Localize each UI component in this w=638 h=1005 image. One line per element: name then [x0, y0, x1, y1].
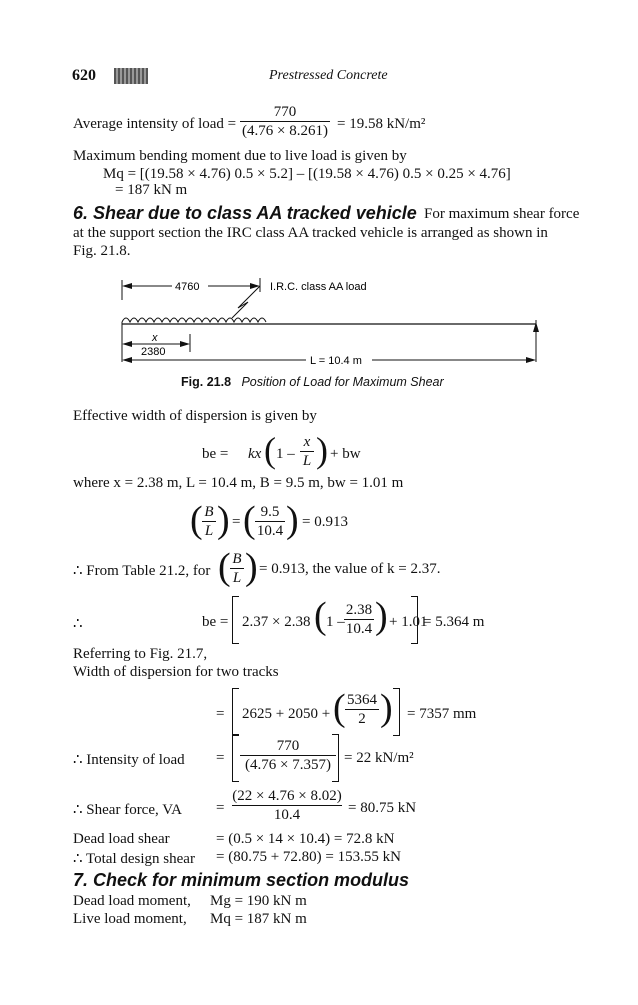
dead-moment-value: Mg = 190 kN m [210, 893, 307, 909]
fraction-denominator: 2 [345, 709, 379, 728]
avg-intensity-label: Average intensity of load = [73, 116, 237, 132]
fraction-denominator: 10.4 [232, 805, 342, 824]
be-part1: 2.37 × 2.38 [242, 614, 311, 630]
formula-inner: 1 – [276, 446, 295, 462]
shear-fraction [232, 788, 342, 824]
paren-open: ( [314, 595, 327, 637]
figure-caption-text: Position of Load for Maximum Shear [241, 375, 444, 389]
span-arrow-left [122, 357, 132, 363]
dead-shear-value: = (0.5 × 14 × 10.4) = 72.8 kN [216, 831, 395, 847]
section-6-text2: at the support section the IRC class AA tracked vehicle is arranged as shown in [73, 225, 548, 241]
span-arrow-right [526, 357, 536, 363]
formula-be: be = [202, 446, 229, 462]
shear-result: = 80.75 kN [348, 800, 417, 816]
two-tracks-expr: 2625 + 2050 + [242, 706, 331, 722]
shear-label: ∴ Shear force, VA [73, 802, 182, 818]
dim-top-label: 4760 [175, 281, 200, 293]
figure-caption-number: Fig. 21.8 [181, 375, 232, 389]
section-6-heading: 6. Shear due to class AA tracked vehicle [73, 203, 417, 223]
span-label: L = 10.4 m [310, 355, 362, 367]
running-title: Prestressed Concrete [269, 68, 388, 83]
arrow-head-left [122, 283, 132, 289]
paren-open: ( [333, 687, 346, 729]
paren-close: ) [316, 430, 328, 470]
be-part2: 1 – [326, 614, 345, 630]
two-tracks-eq: = [216, 706, 225, 722]
fraction-numerator: 770 [273, 104, 297, 120]
fraction-denominator: (4.76 × 8.261) [240, 121, 330, 140]
formula-kx: kx [248, 446, 262, 462]
fraction-numerator: 5364 [347, 692, 377, 708]
where-clause: where x = 2.38 m, L = 10.4 m, B = 9.5 m, bw = 1.01 m [73, 475, 404, 491]
fraction-denominator: L [300, 451, 314, 470]
paren-open: ( [190, 499, 203, 541]
be-result: = 5.364 m [423, 614, 485, 630]
load-leader-line [232, 286, 260, 318]
two-tracks-label: Width of dispersion for two tracks [73, 664, 279, 680]
header-logo-image [114, 68, 148, 84]
paren-open: ( [218, 546, 231, 588]
paren-close: ) [245, 546, 258, 588]
bm-intro: Maximum bending moment due to live load is given by [73, 148, 407, 164]
avg-intensity-result: = 19.58 kN/m² [337, 116, 426, 132]
bracket-close [332, 734, 339, 782]
page-edge [0, 0, 6, 1005]
ratio-B-over-L [202, 504, 216, 540]
intensity-label: ∴ Intensity of load [73, 752, 185, 768]
live-moment-value: Mq = 187 kN m [210, 911, 307, 927]
paren-close: ) [375, 595, 388, 637]
therefore-symbol: ∴ [73, 616, 83, 632]
two-tracks-fraction [345, 692, 379, 728]
paren-close: ) [380, 687, 393, 729]
distributed-load [122, 318, 266, 322]
be-lhs: be = [202, 614, 229, 630]
fraction-denominator: L [202, 521, 216, 540]
avg-intensity-fraction [240, 104, 330, 140]
fraction-numerator: 2.38 [345, 602, 373, 618]
bracket-close [411, 596, 418, 644]
eff-width-intro: Effective width of dispersion is given by [73, 408, 317, 424]
figure-caption [181, 375, 444, 389]
paren-close: ) [286, 499, 299, 541]
section-7-heading: 7. Check for minimum section modulus [73, 870, 410, 890]
bracket-close [393, 688, 400, 736]
paren-close: ) [217, 499, 230, 541]
fraction-denominator: 10.4 [256, 523, 284, 539]
page-number: 620 [72, 67, 96, 84]
be-fraction [344, 602, 374, 638]
intensity-fraction [240, 738, 336, 774]
intensity-eq: = [216, 750, 225, 766]
table-text1: ∴ From Table 21.2, for [73, 563, 211, 579]
fraction-numerator: (22 × 4.76 × 8.02) [232, 788, 342, 804]
section-6-text1: For maximum shear force [424, 206, 580, 222]
bracket-open [232, 734, 239, 782]
formula-x-over-L [300, 434, 314, 470]
x-arrow-left [122, 341, 132, 347]
ref-fig-21-7: Referring to Fig. 21.7, [73, 646, 208, 662]
fraction-denominator: L [230, 568, 244, 587]
live-moment-label: Live load moment, [73, 911, 187, 927]
x-arrow-right [180, 341, 190, 347]
total-shear-value: = (80.75 + 72.80) = 153.55 kN [216, 849, 401, 865]
intensity-result: = 22 kN/m² [344, 750, 414, 766]
paren-open: ( [264, 430, 276, 470]
fraction-numerator: B [232, 551, 242, 567]
fraction-numerator: 9.5 [260, 504, 280, 520]
paren-open: ( [243, 499, 256, 541]
ratio-eq: = [232, 514, 241, 530]
ratio-result: = 0.913 [302, 514, 348, 530]
bracket-open [232, 596, 239, 644]
fraction-numerator: x [303, 434, 311, 450]
two-tracks-result: = 7357 mm [407, 706, 477, 722]
load-position-figure [110, 270, 550, 370]
ratio-fraction [255, 504, 285, 540]
bracket-open [232, 688, 239, 736]
shear-eq: = [216, 800, 225, 816]
table-text2: = 0.913, the value of k = 2.37. [259, 561, 441, 577]
bm-line1: Mq = [(19.58 × 4.76) 0.5 × 5.2] – [(19.58 × 4.76) 0.5 × 0.25 × 4.76] [103, 166, 511, 182]
formula-tail: + bw [330, 446, 361, 462]
total-shear-label: ∴ Total design shear [73, 851, 195, 867]
fraction-denominator: (4.76 × 7.357) [240, 755, 336, 774]
be-part3: + 1.01 [389, 614, 428, 630]
fraction-numerator: 770 [276, 738, 300, 754]
dead-moment-label: Dead load moment, [73, 893, 191, 909]
fraction-denominator: 10.4 [345, 621, 373, 637]
load-label: I.R.C. class AA load [270, 281, 367, 293]
x-label: x [152, 332, 158, 344]
table-B-over-L [230, 551, 244, 587]
bm-line2: = 187 kN m [115, 182, 188, 198]
section-6-text3: Fig. 21.8. [73, 243, 131, 259]
fraction-numerator: B [204, 504, 214, 520]
x-dim-value: 2380 [141, 346, 166, 358]
dead-shear-label: Dead load shear [73, 831, 170, 847]
